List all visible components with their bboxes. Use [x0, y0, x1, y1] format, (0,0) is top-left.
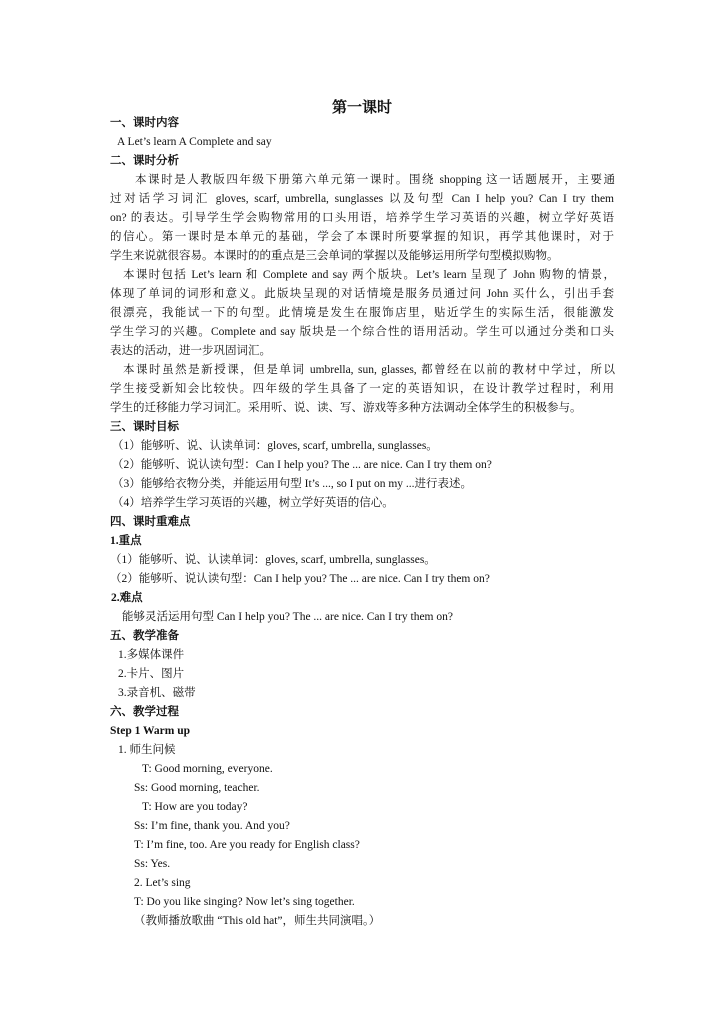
dialog-line: T: I’m fine, too. Are you ready for English class? [134, 839, 360, 851]
analysis-p3-line: 学生接受新知会比较快。四年级的学生具备了一定的英语知识，在设计教学过程时，利用 [110, 383, 614, 395]
sing-note: （教师播放歌曲 “This old hat”，师生共同演唱。） [134, 915, 381, 927]
sing-heading: 2. Let’s sing [134, 877, 191, 889]
analysis-p3-line: 学生的迁移能力学习词汇。采用听、说、读、写、游戏等多种方法调动全体学生的积极参与。 [110, 402, 582, 414]
analysis-p1-line: 的信心。第一课时是本单元的基础，学会了本课时所要掌握的知识，再学其他课时，对于 [110, 231, 614, 243]
dialog-line: Ss: I’m fine, thank you. And you? [134, 820, 290, 832]
section-heading-analysis: 二、课时分析 [110, 155, 179, 167]
dialog-line: Ss: Yes. [134, 858, 171, 870]
analysis-p2-line: 本课时包括 Let’s learn 和 Complete and say 两个版块。Let’s learn 呈现了 John 购物的情景， [123, 269, 615, 281]
difficulty-text: 能够灵活运用句型 Can I help you? The ... are nice. Can I try them on? [122, 611, 453, 623]
section-heading-key-points: 四、课时重难点 [110, 516, 191, 528]
greeting-heading: 1. 师生问候 [118, 744, 176, 756]
section-heading-objectives: 三、课时目标 [110, 421, 179, 433]
section-heading-content: 一、课时内容 [110, 117, 179, 129]
preparation-item: 2.卡片、图片 [118, 668, 185, 680]
objective-item: （1）能够听、说、认读单词：gloves, scarf, umbrella, sunglasses。 [112, 440, 438, 452]
analysis-p2-line: 很漂亮，我能试一下的句型。此情境是发生在服饰店里，贴近学生的实际生活，很能激发 [110, 307, 614, 319]
dialog-line: T: Good morning, everyone. [142, 763, 273, 775]
objective-item: （2）能够听、说认读句型：Can I help you? The ... are nice. Can I try them on? [112, 459, 492, 471]
preparation-item: 1.多媒体课件 [118, 649, 185, 661]
dialog-line: Ss: Good morning, teacher. [134, 782, 260, 794]
analysis-p3-line: 本课时虽然是新授课，但是单词 umbrella, sun, glasses, 都曾经在以前的教材中学过，所以 [123, 364, 615, 376]
analysis-p1-line: 过对话学习词汇 gloves, scarf, umbrella, sunglasses 以及句型 Can I help you? Can I try them [110, 193, 614, 205]
section-heading-preparation: 五、教学准备 [110, 630, 179, 642]
difficulty-heading: 2.难点 [111, 592, 143, 604]
key-point-item: （1）能够听、说、认读单词：gloves, scarf, umbrella, sunglasses。 [110, 554, 436, 566]
objective-item: （3）能够给衣物分类，并能运用句型 It’s ..., so I put on my ...进行表述。 [112, 478, 473, 490]
preparation-item: 3.录音机、磁带 [118, 687, 196, 699]
lesson-content: A Let’s learn A Complete and say [117, 136, 272, 148]
key-points-heading: 1.重点 [110, 535, 142, 547]
dialog-line: T: How are you today? [142, 801, 248, 813]
analysis-p2-line: 表达的活动，进一步巩固词汇。 [110, 345, 271, 357]
analysis-p1-line: 学生来说就很容易。本课时的的重点是三会单词的掌握以及能够运用所学句型模拟购物。 [110, 250, 559, 262]
analysis-p2-line: 学生学习的兴趣。Complete and say 版块是一个综合性的语用活动。学生可以通过分类和口头 [110, 326, 614, 338]
objective-item: （4）培养学生学习英语的兴趣，树立学好英语的信心。 [112, 497, 394, 509]
analysis-p2-line: 体现了单词的词形和意义。此版块呈现的对话情境是服务员通过问 John 买什么，引出手套 [110, 288, 614, 300]
key-point-item: （2）能够听、说认读句型：Can I help you? The ... are nice. Can I try them on? [110, 573, 490, 585]
step-heading: Step 1 Warm up [110, 725, 190, 737]
section-heading-process: 六、教学过程 [110, 706, 179, 718]
sing-teacher-line: T: Do you like singing? Now let’s sing together. [134, 896, 355, 908]
analysis-p1-line: 本课时是人教版四年级下册第六单元第一课时。围绕 shopping 这一话题展开，主要通 [135, 174, 615, 186]
page-title: 第一课时 [331, 100, 392, 116]
analysis-p1-line: on? 的表达。引导学生学会购物常用的口头用语，培养学生学习英语的兴趣，树立学好英语 [110, 212, 614, 224]
